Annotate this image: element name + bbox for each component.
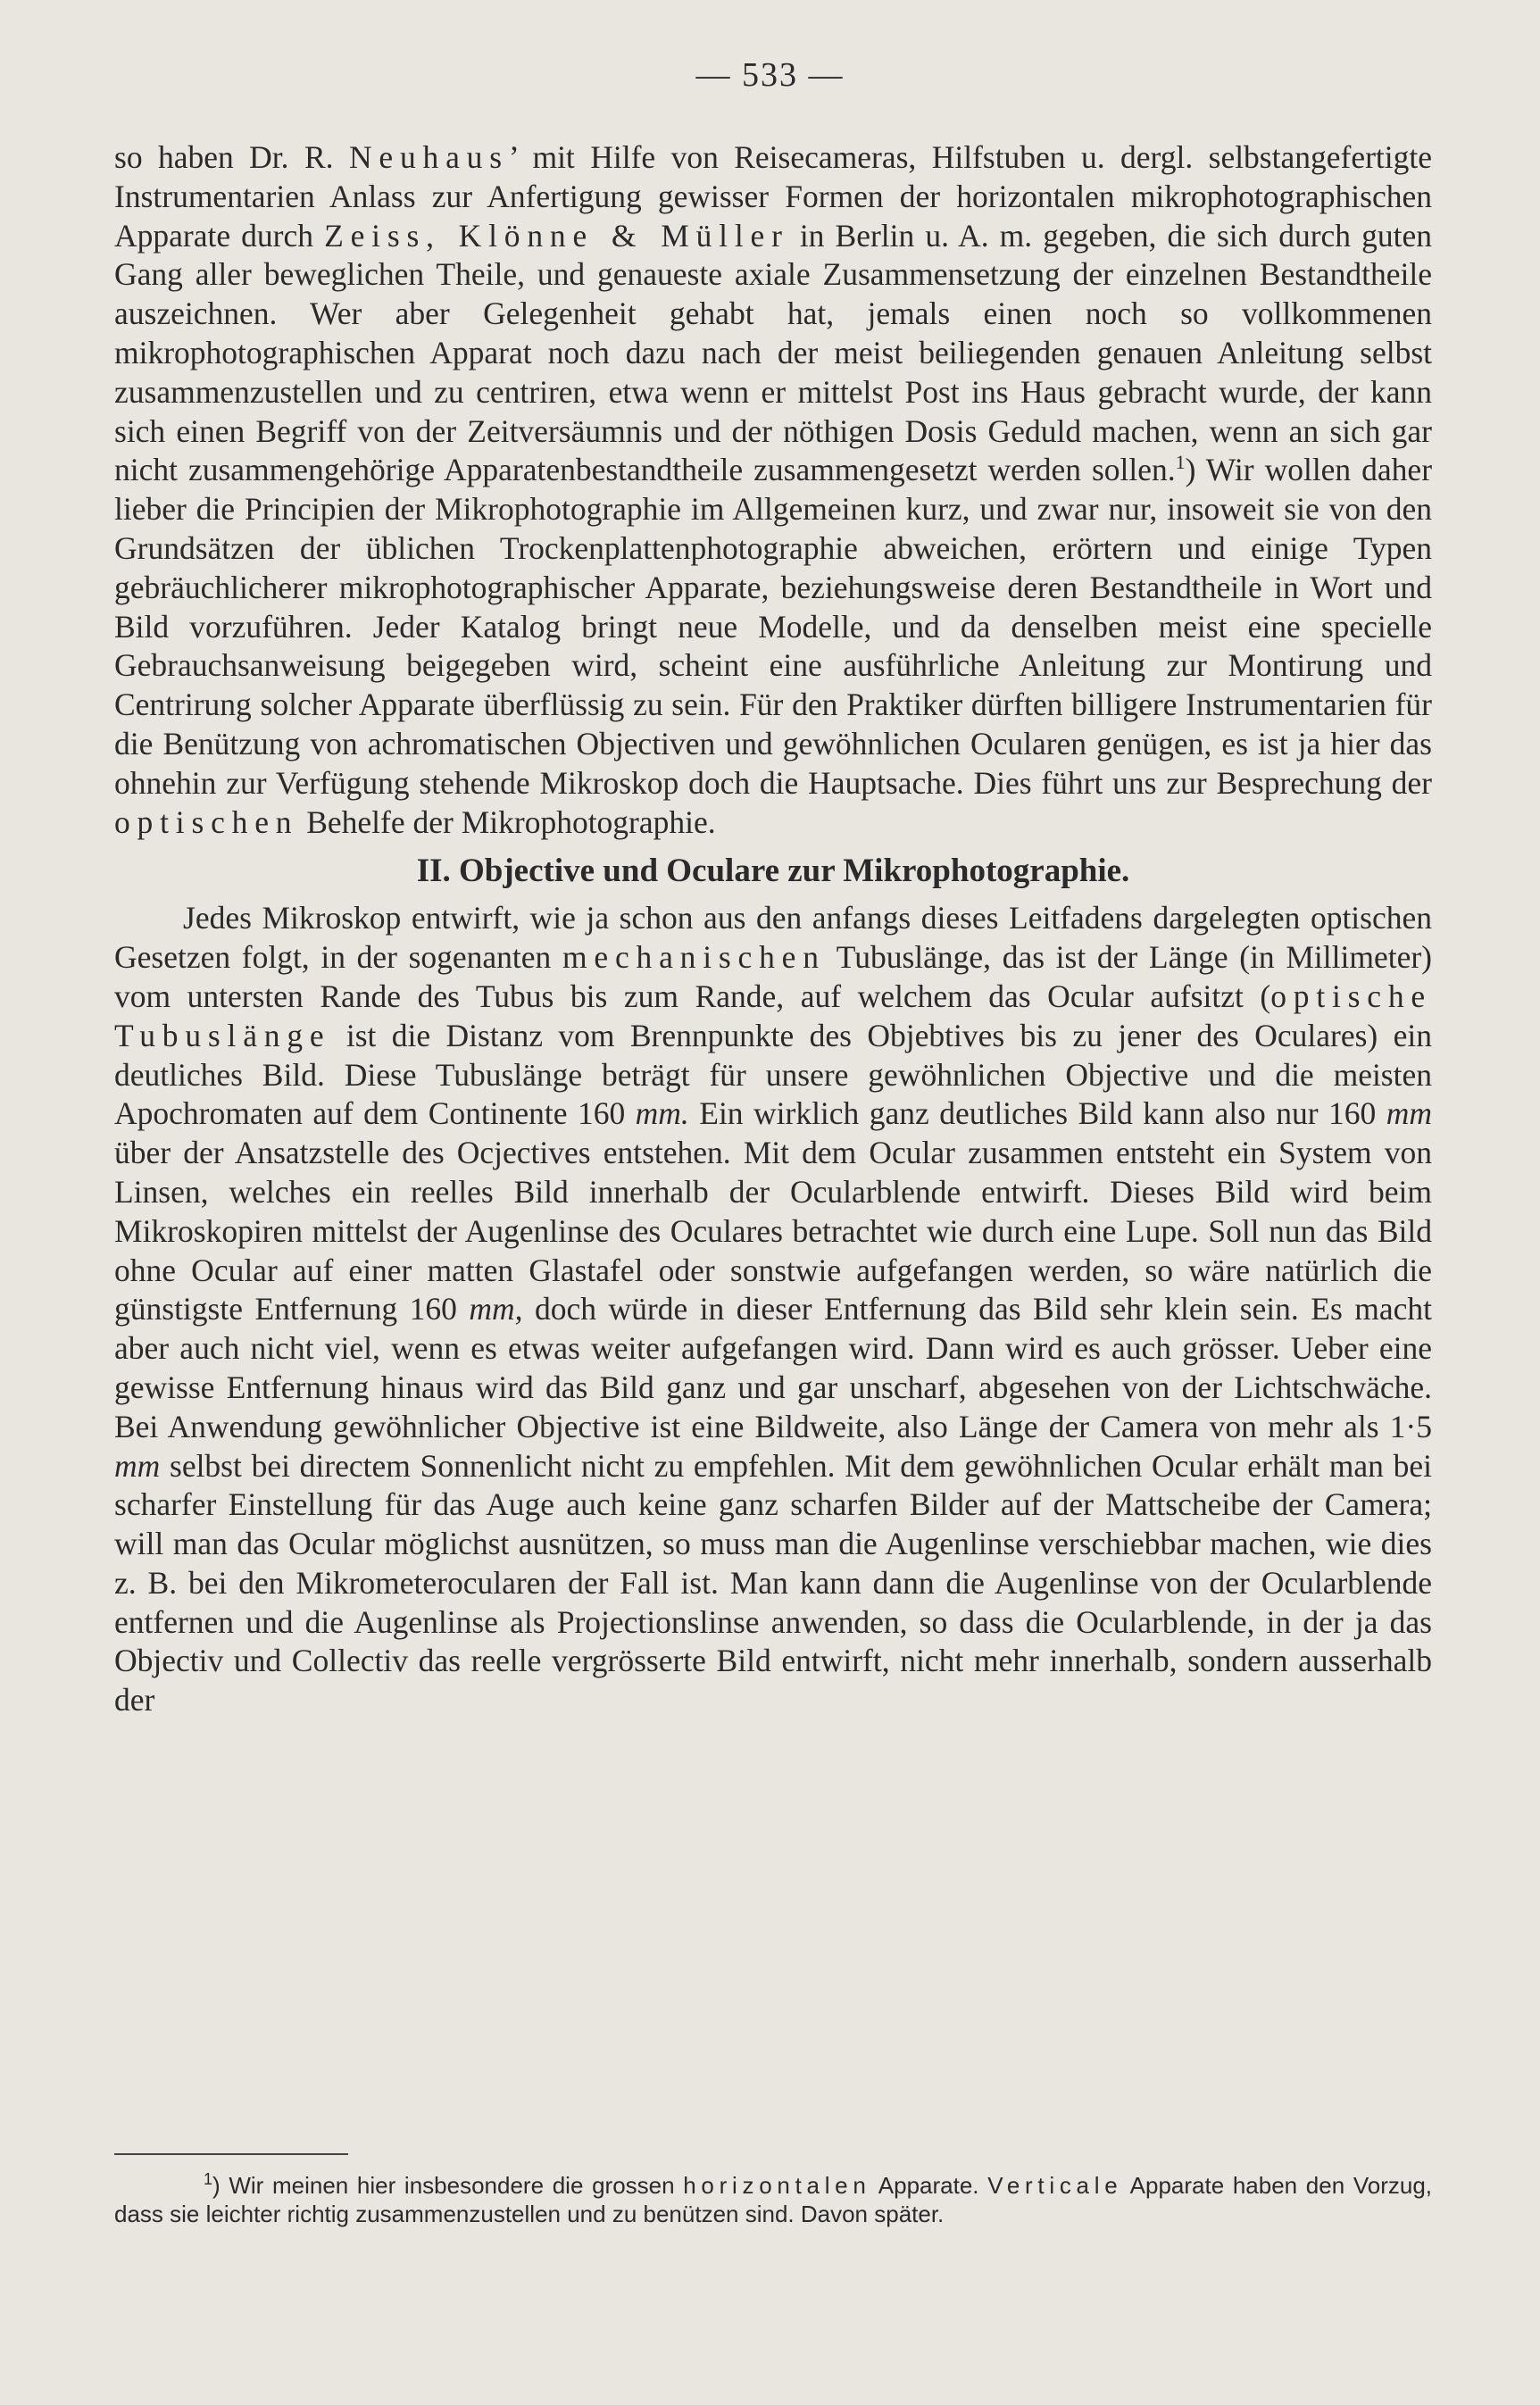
text-run: Behelfe der Mikrophotographie. [298,803,716,840]
page-number: — 533 — [695,56,845,94]
unit-mm: mm [1386,1095,1432,1132]
footnote-marker: 1 [204,2170,213,2189]
text-run: Apparate. [870,2172,988,2199]
main-text [114,138,1432,1720]
text-run: über der Ansatzstelle des Ocjectives entstehen. Mit dem Ocular zusammen entsteht ein System von Linsen, welches ein reelles Bild innerhalb der Ocularblende entwirft. Dieses Bild wird beim Mikroskopiren mittelst der Augenlinse des Oculares betrachtet wie durch eine Lupe. Soll nun das Bild ohne Ocular auf einer matten Glastafel oder sonstwie aufgefangen werden, so wäre natürlich die günstigste Entfernung 160 [114,1135,1432,1327]
spaced-word: horizontalen [683,2172,871,2199]
text-run: ’ mit Hilfe von Reisecameras, Hilfstuben u. dergl. selbstangefertigte Instrumentarien Anlass zur Anfertigung gewisser Formen der horizontalen mikrophotographischen Apparate durch [114,139,1432,254]
spaced-word: mechanischen [562,939,826,976]
unit-mm: mm. [635,1095,689,1132]
paragraph-2 [114,899,1432,1720]
spaced-word: Verticale [987,2172,1123,2199]
unit-mm: mm, [469,1291,523,1327]
text-run: doch würde in dieser Entfernung das Bild sehr klein sein. Es macht aber auch nicht viel, wenn es etwas weiter aufgefangen wird. Dann wird es auch grösser. Ueber eine gewisse Entfernung hinaus wird das Bild ganz und gar unscharf, abgesehen von der Lichtschwäche. Bei Anwendung gewöhnlicher Objective ist eine Bildweite, also Länge der Camera von mehr als 1·5 [114,1291,1432,1444]
text-run: Ein wirklich ganz deutliches Bild kann also nur 160 [688,1095,1386,1132]
spaced-word: optischen [114,803,299,840]
text-run: Apparate haben den Vorzug, dass sie leichter richtig zusammenzustellen und zu benützen sind. Davon später. [114,2172,1433,2227]
text-run: Tubuslänge, das ist der Länge (in Millimeter) vom untersten Rande des Tubus bis zum Rande, auf welchem das Ocular aufsitzt ( [114,939,1432,1014]
text-run: in Berlin u. A. m. gegeben, die sich durch guten Gang aller beweglichen Theile, und genaueste axiale Zusammensetzung der einzelnen Bestandtheile auszeichnen. Wer aber Gelegenheit gehabt hat, jemals einen noch so vollkommenen mikrophotographischen Apparat noch dazu nach der meist beiliegenden genauen Anleitung selbst zusammenzustellen und zu centriren, etwa wenn er mittelst Post ins Haus gebracht wurde, der kann sich einen Begriff von der Zeitversäumnis und der nöthigen Dosis Geduld machen, wenn an sich gar nicht zusammengehörige Apparatenbestandtheile zusammengesetzt werden sollen. [114,217,1432,488]
footnote-divider [114,2153,348,2155]
spaced-word: optische Tubuslänge [114,978,1432,1053]
section-heading: II. Objective und Oculare zur Mikrophotographie. [416,853,1130,890]
text-run: so haben Dr. R. [114,139,349,175]
text-run: selbst bei directem Sonnenlicht nicht zu empfehlen. Mit dem gewöhnlichen Ocular erhält man bei scharfer Einstellung für das Auge auch keine ganz scharfen Bilder auf der Mattscheibe der Camera; will man das Ocular möglichst ausnützen, so muss man die Augenlinse verschiebbar machen, wie dies z. B. bei den Mikrometerocularen der Fall ist. Man kann dann die Augenlinse von der Ocularblende entfernen und die Augenlinse als Projectionslinse anwenden, so dass die Ocularblende, in der ja das Objectiv und Collectiv das reelle vergrösserte Bild entwirft, nicht mehr innerhalb, sondern ausserhalb der [114,1447,1432,1718]
unit-mm: mm [114,1447,161,1484]
text-run: ) Wir wollen daher lieber die Principien der Mikrophotographie im Allgemeinen kurz, und zwar nur, insoweit sie von den Grundsätzen der üblichen Trockenplattenphotographie abweichen, erörtern und einige Typen gebräuchlicherer mikrophotographischer Apparate, beziehungsweise deren Bestandtheile in Wort und Bild vorzuführen. Jeder Katalog bringt neue Modelle, und da denselben meist eine specielle Gebrauchsanweisung beigegeben wird, scheint eine ausführliche Anleitung zur Montirung und Centrirung solcher Apparate überflüssig zu sein. Für den Praktiker dürften billigere Instrumentarien für die Benützung von achromatischen Objectiven und gewöhnlichen Ocularen genügen, es ist ja hier das ohnehin zur Verfügung stehende Mikroskop doch die Hauptsache. Dies führt uns zur Besprechung der [114,452,1433,801]
spaced-name: Neuhaus [348,139,509,175]
text-run: ist die Distanz vom Brennpunkte des Objebtives bis zu jener des Oculares) ein deutliches Bild. Diese Tubuslänge beträgt für unsere gewöhnlichen Objective und die meisten Apochromaten auf dem Continente 160 [114,1017,1432,1132]
text-run: Jedes Mikroskop entwirft, wie ja schon aus den anfangs dieses Leitfadens dargelegten optischen Gesetzen folgt, in der sogenanten [114,900,1432,976]
footnote [114,2171,1432,2228]
text-run: ) Wir meinen hier insbesondere die grossen [212,2172,684,2199]
paragraph-1 [114,138,1432,842]
footnote-reference: 1 [1175,451,1186,474]
spaced-name: Zeiss, Klönne & Müller [324,217,789,254]
